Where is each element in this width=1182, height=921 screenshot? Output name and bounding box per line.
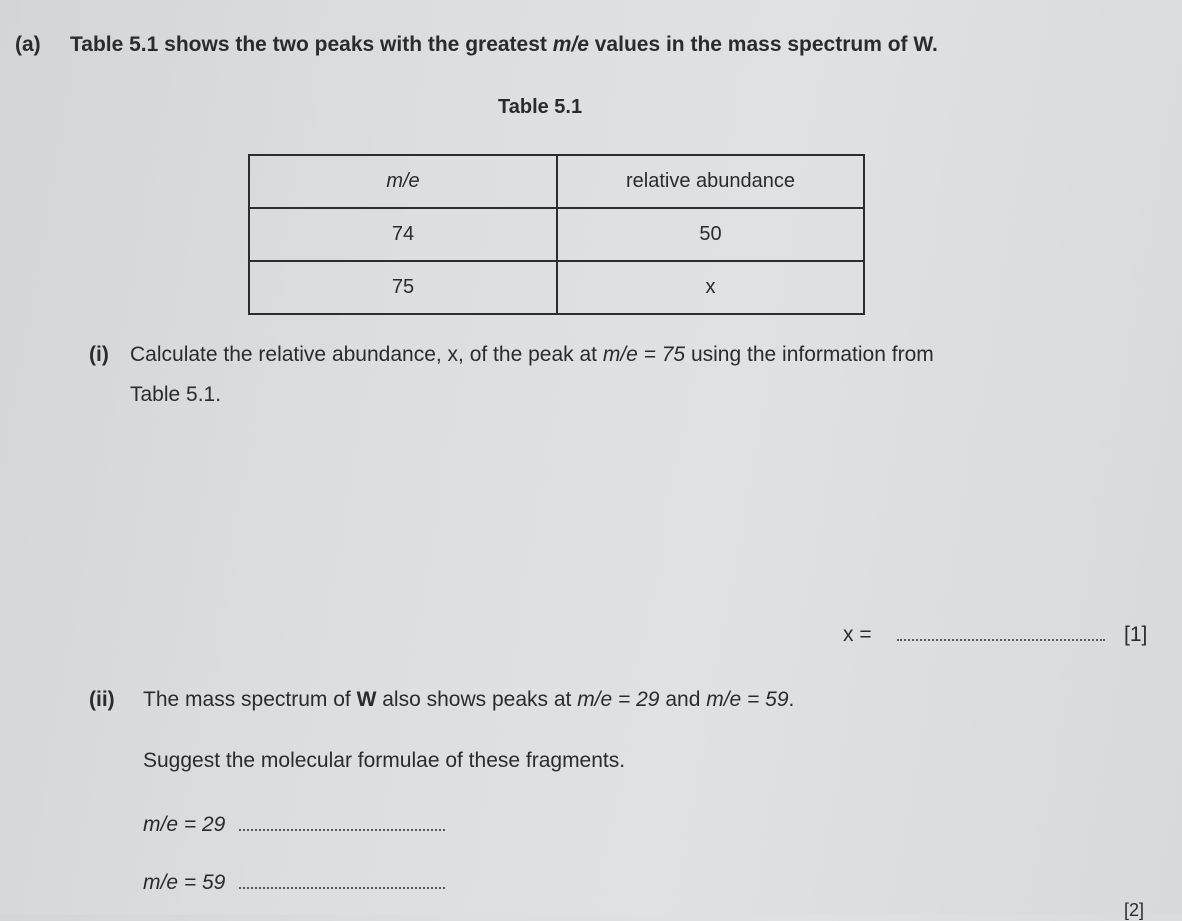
part-i-text-b: using the information from	[685, 343, 934, 366]
cell-abundance: x	[557, 261, 864, 314]
header-me: m/e	[249, 155, 557, 208]
part-ii-question-line2: Suggest the molecular formulae of these fragments.	[143, 749, 626, 772]
table-row	[249, 208, 864, 261]
part-ii-end: .	[788, 688, 795, 711]
answer-59-line[interactable]	[143, 871, 445, 895]
part-ii-question-line1	[143, 688, 794, 712]
answer-29-line[interactable]	[143, 813, 445, 837]
answer-x-dotted-line[interactable]	[897, 639, 1105, 641]
part-i-label: (i)	[89, 343, 109, 366]
cell-me: 74	[249, 208, 557, 261]
intro-text-2: values in the mass spectrum of	[588, 33, 914, 56]
answer-59-dotted-line[interactable]	[239, 887, 445, 889]
intro-w: W	[913, 33, 933, 56]
part-ii-me1: m/e = 29	[577, 688, 660, 711]
answer-x-label: x =	[843, 623, 872, 646]
answer-59-label: m/e = 59	[143, 871, 226, 894]
part-i-marks: [1]	[1124, 623, 1148, 646]
cell-abundance: 50	[557, 208, 864, 261]
answer-x-line[interactable]	[843, 623, 1105, 647]
part-i-me: m/e = 75	[602, 343, 686, 366]
part-ii-text-c: and	[659, 688, 707, 711]
answer-29-label: m/e = 29	[143, 813, 226, 836]
intro-end: .	[932, 33, 938, 56]
data-table	[248, 154, 865, 315]
part-ii-w: W	[356, 688, 377, 711]
part-i-text-a: Calculate the relative abundance, x, of the peak at	[130, 343, 603, 366]
cell-me: 75	[249, 261, 557, 314]
part-a-label: (a)	[15, 33, 41, 56]
part-ii-text-a: The mass spectrum of	[143, 688, 357, 711]
header-relative-abundance: relative abundance	[557, 155, 864, 208]
table-header-row	[249, 155, 864, 208]
intro-me: m/e	[552, 33, 589, 56]
part-ii-text-b: also shows peaks at	[376, 688, 578, 711]
part-i-question-line1	[130, 343, 934, 367]
table-row	[249, 261, 864, 314]
part-ii-marks: [2]	[1124, 900, 1145, 920]
part-ii-label: (ii)	[89, 688, 115, 711]
part-ii-me2: m/e = 59	[706, 688, 789, 711]
intro-text-1: Table 5.1 shows the two peaks with the greatest	[70, 33, 553, 56]
part-i-question-line2: Table 5.1.	[130, 383, 222, 406]
table-caption: Table 5.1	[498, 96, 583, 118]
part-a-intro	[70, 33, 938, 57]
answer-29-dotted-line[interactable]	[239, 829, 445, 831]
